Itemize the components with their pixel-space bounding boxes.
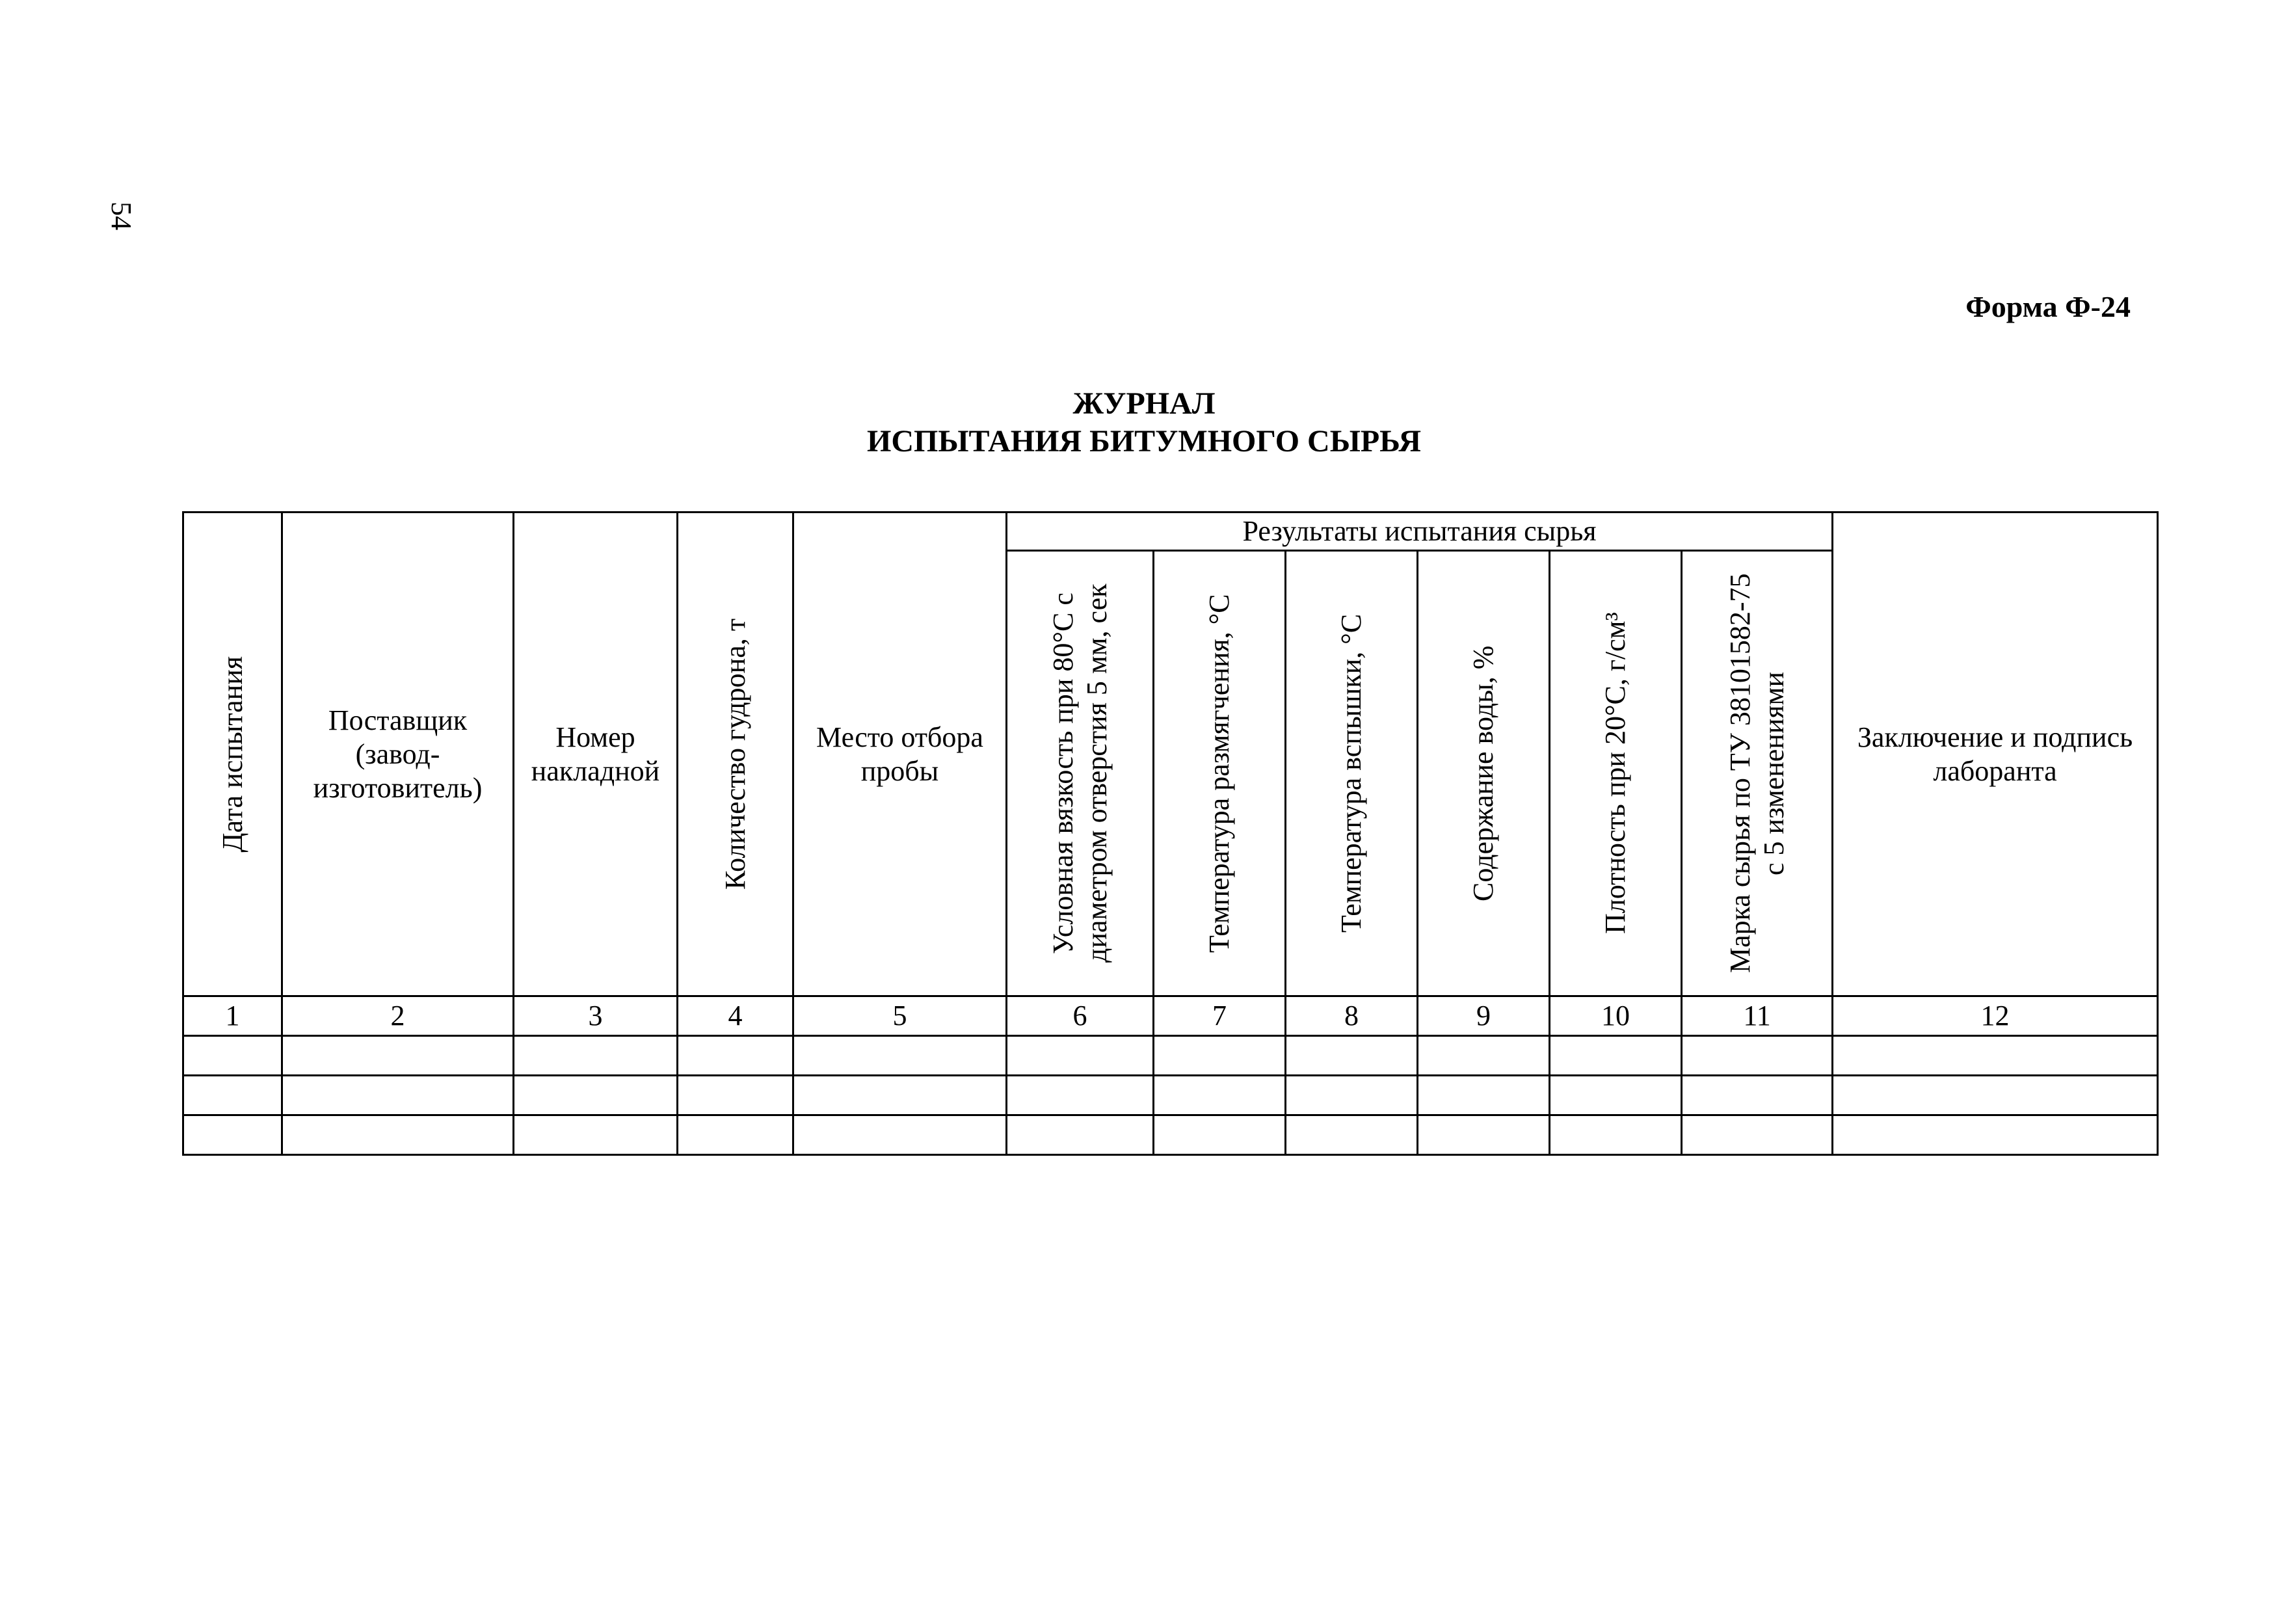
table-cell [282,1076,514,1115]
table-cell [1007,1076,1154,1115]
table-cell [793,1036,1007,1076]
table-cell [282,1036,514,1076]
table-cell [1007,1115,1154,1155]
header-density-label: Плотность при 20°С, г/см³ [1599,612,1631,935]
header-conclusion-label: Заключение и подпись лаборанта [1857,721,2133,787]
table-cell [282,1115,514,1155]
header-softening-temp [1154,551,1286,996]
header-test-results-group [1007,512,1833,551]
table-cell [678,1115,793,1155]
table-cell [1833,1036,2158,1076]
title-line-1: ЖУРНАЛ [1072,386,1216,421]
table-cell [1682,1115,1833,1155]
header-flash-temp-label: Температура вспышки, °С [1335,613,1367,933]
table-cell [1682,1076,1833,1115]
table-cell [1007,1036,1154,1076]
column-number: 11 [1682,996,1833,1036]
page-number: 54 [105,202,137,230]
table-cell [1418,1036,1550,1076]
table-row [183,1036,2158,1076]
column-number: 1 [183,996,282,1036]
header-conclusion [1833,512,2158,996]
header-flash-temp [1286,551,1418,996]
header-water-content [1418,551,1550,996]
table-cell [1286,1076,1418,1115]
header-supplier [282,512,514,996]
column-number: 7 [1154,996,1286,1036]
table-cell [678,1076,793,1115]
table-cell [793,1115,1007,1155]
column-number: 6 [1007,996,1154,1036]
table-cell [1154,1076,1286,1115]
header-test-results-label: Результаты испытания сырья [1242,515,1597,547]
header-viscosity [1007,551,1154,996]
table-cell [183,1036,282,1076]
header-tar-quantity [678,512,793,996]
table-cell [183,1076,282,1115]
test-journal-table [182,511,2159,1156]
table-cell [1550,1036,1682,1076]
title-line-2: ИСПЫТАНИЯ БИТУМНОГО СЫРЬЯ [866,424,1422,459]
table-row [183,1076,2158,1115]
header-tar-quantity-label: Количество гудрона, т [719,618,751,890]
column-number: 9 [1418,996,1550,1036]
header-invoice-number [514,512,678,996]
table-cell [1550,1076,1682,1115]
header-sampling-place-label: Место отбора пробы [816,721,983,787]
column-number: 12 [1833,996,2158,1036]
header-supplier-label: Поставщик (завод-изготовитель) [313,704,483,804]
journal-title [0,385,2288,460]
table-cell [1418,1076,1550,1115]
header-invoice-number-label: Номер накладной [531,721,660,787]
table-cell [183,1115,282,1155]
header-density [1550,551,1682,996]
header-sampling-place [793,512,1007,996]
table-cell [1154,1115,1286,1155]
table-cell [1418,1115,1550,1155]
column-number: 3 [514,996,678,1036]
table-cell [1154,1036,1286,1076]
table-row [183,1115,2158,1155]
header-softening-temp-label: Температура размягчения, °С [1203,594,1235,953]
table-cell [1833,1115,2158,1155]
table-cell [514,1076,678,1115]
form-label: Форма Ф-24 [1965,290,2131,323]
table-cell [1286,1115,1418,1155]
header-raw-grade-label: Марка сырья по ТУ 38101582-75 с 5 изменениями [1723,573,1790,974]
header-raw-grade [1682,551,1833,996]
table-cell [514,1115,678,1155]
header-water-content-label: Содержание воды, % [1467,645,1499,901]
table-cell [1550,1115,1682,1155]
table-cell [1682,1036,1833,1076]
table-cell [1286,1036,1418,1076]
table-cell [793,1076,1007,1115]
table-cell [1833,1076,2158,1115]
column-number: 4 [678,996,793,1036]
header-test-date [183,512,282,996]
header-test-date-label: Дата испытания [216,656,248,853]
column-numbers-row [183,996,2158,1036]
column-number: 8 [1286,996,1418,1036]
column-number: 10 [1550,996,1682,1036]
table-cell [514,1036,678,1076]
column-number: 2 [282,996,514,1036]
column-number: 5 [793,996,1007,1036]
table-cell [678,1036,793,1076]
header-viscosity-label: Условная вязкость при 80°С с диаметром отверстия 5 мм, сек [1046,583,1113,963]
